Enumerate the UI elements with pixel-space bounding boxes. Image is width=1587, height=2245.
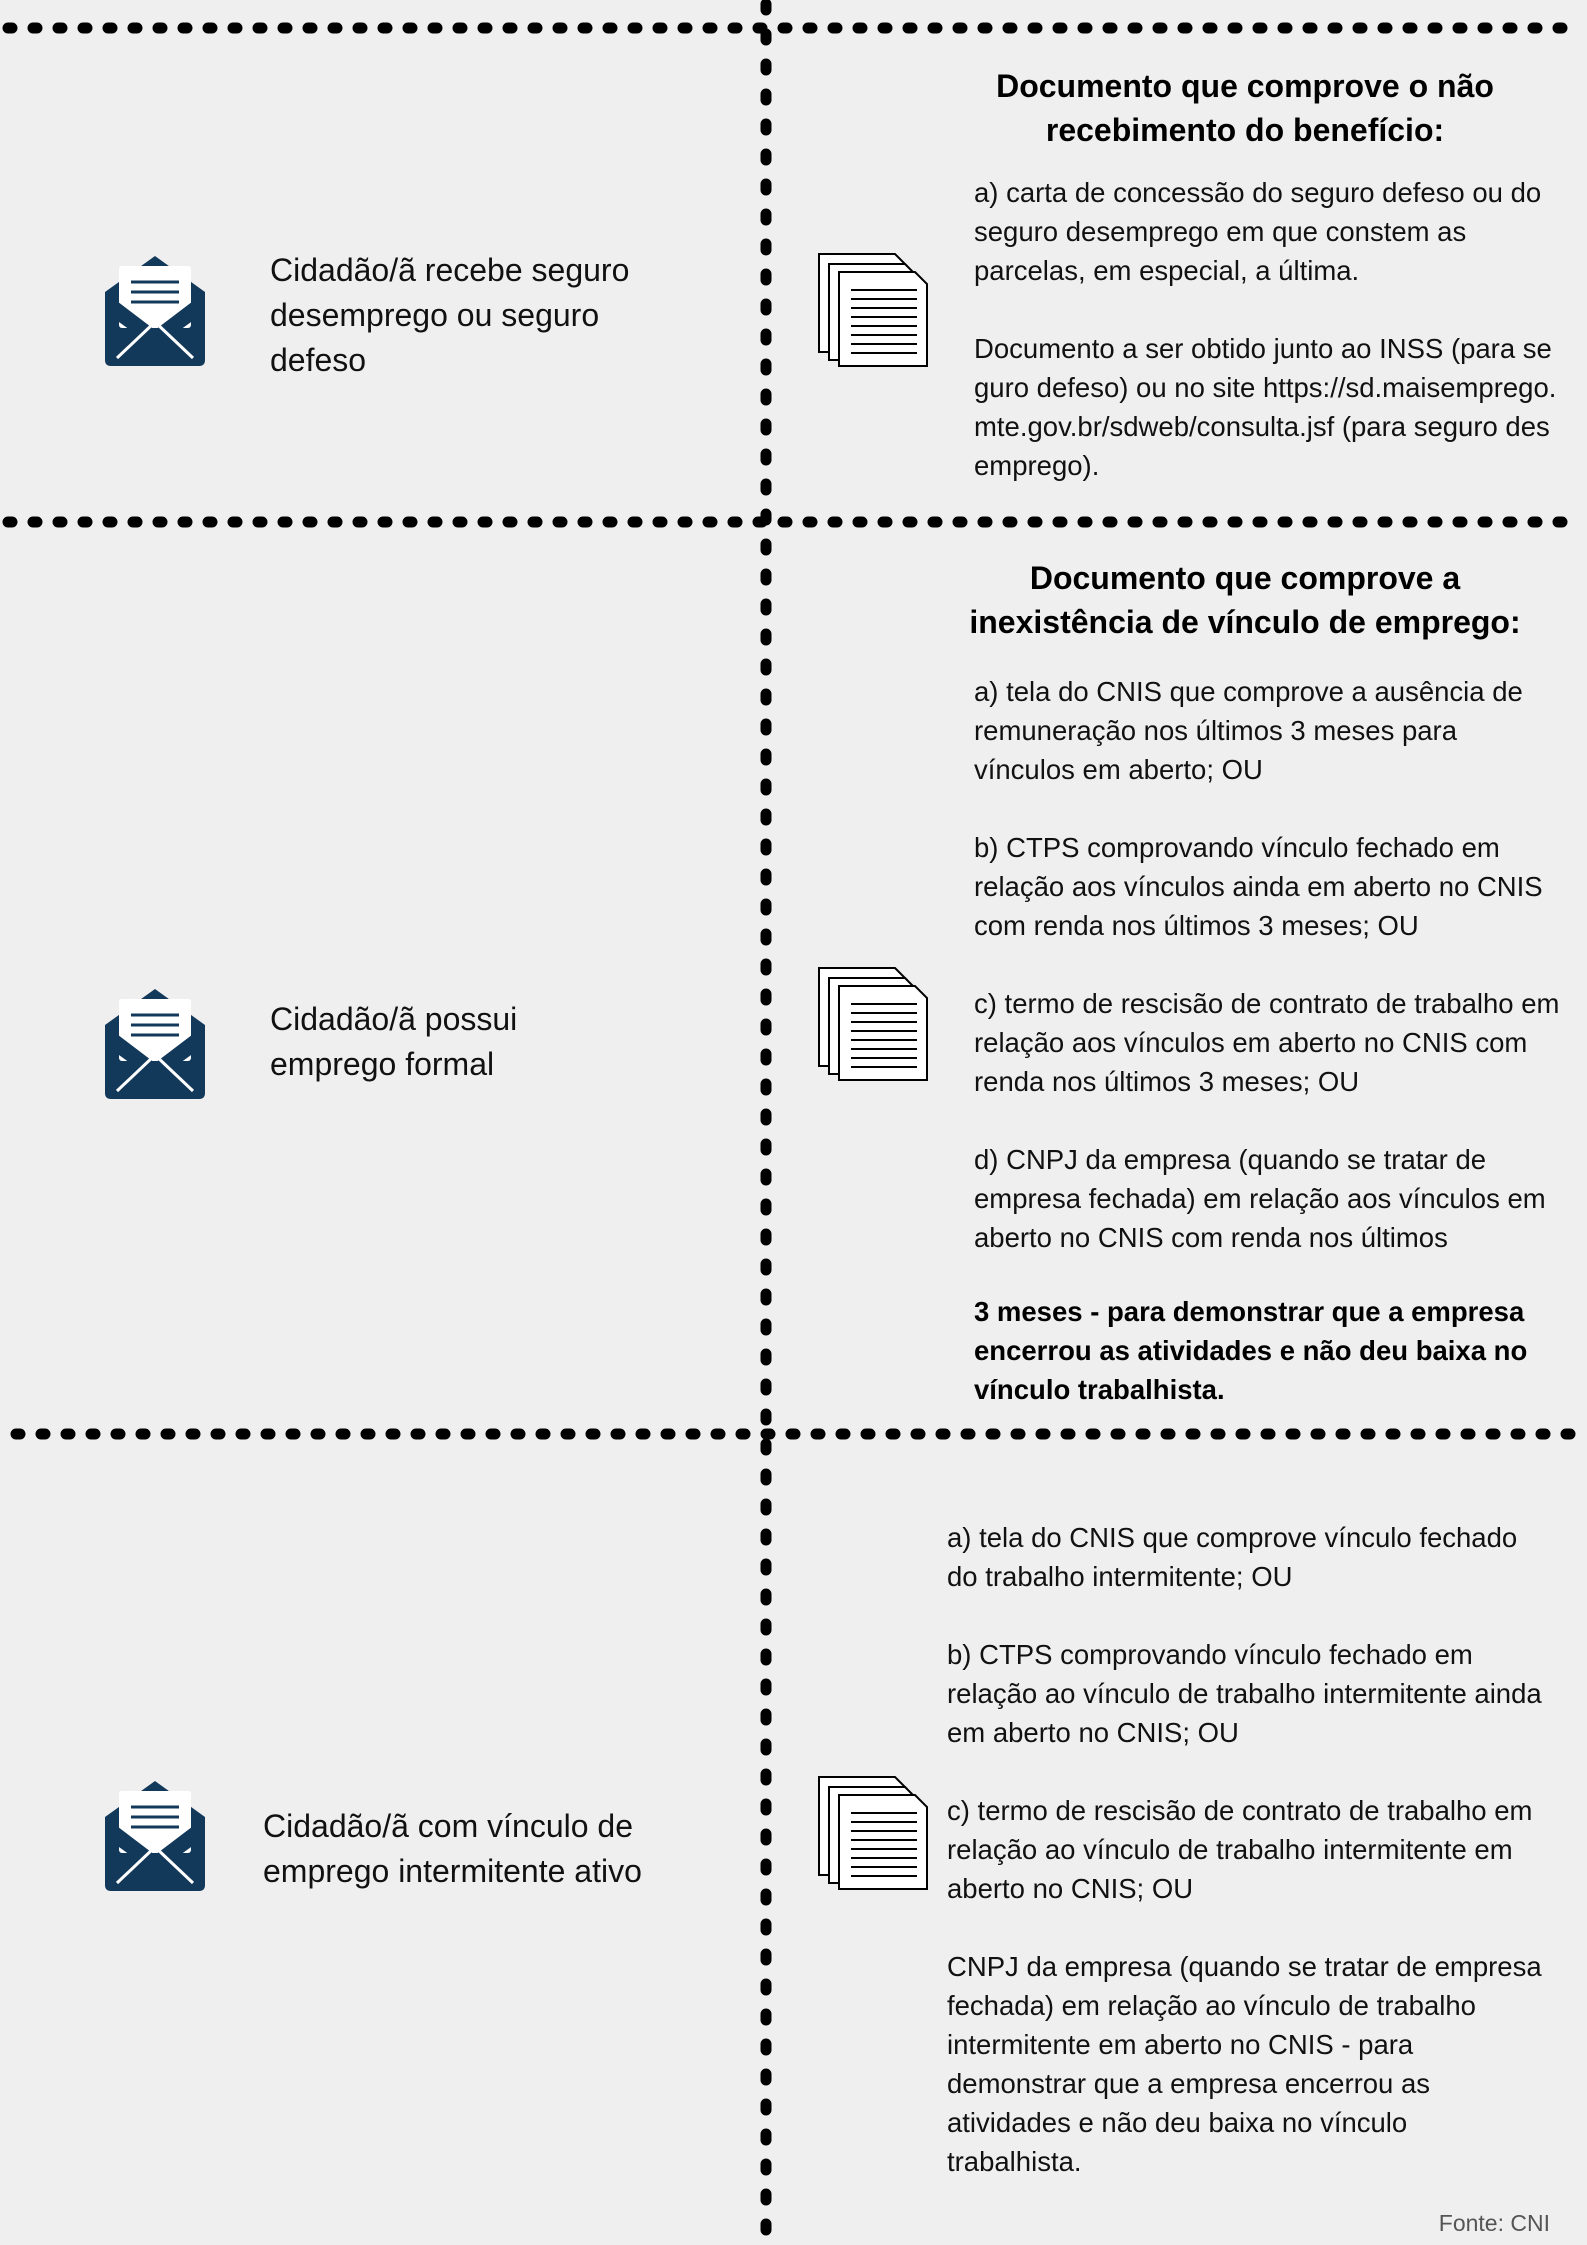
requirement-paragraph: d) CNPJ da empresa (quando se tratar de empresa fechada) em relação aos vínculos em aberto no CNIS com renda nos últimos bbox=[974, 1144, 1546, 1253]
document-stack-icon bbox=[817, 1775, 929, 1891]
requirement-paragraph: Documento a ser obtido junto ao INSS (para seguro defeso) ou no site https://sd.maisemprego.mte.gov.br/sdweb/consulta.jsf (para seguro desemprego). bbox=[974, 333, 1557, 481]
open-envelope-letter-icon bbox=[101, 985, 209, 1101]
document-stack-icon bbox=[817, 252, 929, 368]
document-stack-icon bbox=[817, 966, 929, 1082]
requirement-paragraph: b) CTPS comprovando vínculo fechado em relação aos vínculos ainda em aberto no CNIS com renda nos últimos 3 meses; OU bbox=[974, 832, 1543, 941]
requirement-paragraph: a) carta de concessão do seguro defeso ou do seguro desemprego em que constem as parcelas, em especial, a última. bbox=[974, 177, 1542, 286]
requirement-paragraph: b) CTPS comprovando vínculo fechado em relação ao vínculo de trabalho intermitente ainda em aberto no CNIS; OU bbox=[947, 1639, 1542, 1748]
requirement-paragraph: c) termo de rescisão de contrato de trabalho em relação ao vínculo de trabalho intermitente em aberto no CNIS; OU bbox=[947, 1795, 1533, 1904]
situation-text: Cidadão/ã recebe seguro desemprego ou seguro defeso bbox=[270, 252, 630, 378]
open-envelope-letter-icon bbox=[101, 252, 209, 368]
requirement-paragraph: c) termo de rescisão de contrato de trabalho em relação aos vínculos em aberto no CNIS com renda nos últimos 3 meses; OU bbox=[974, 988, 1560, 1097]
situation-text: Cidadão/ã possui emprego formal bbox=[270, 1001, 518, 1082]
requirement-paragraph: a) tela do CNIS que comprove a ausência de remuneração nos últimos 3 meses para vínculos em aberto; OU bbox=[974, 676, 1523, 785]
requirement-heading: Documento que comprove a inexistência de vínculo de emprego: bbox=[969, 560, 1521, 640]
open-envelope-letter-icon bbox=[101, 1777, 209, 1893]
requirement-heading: Documento que comprove o não recebimento do benefício: bbox=[996, 68, 1494, 148]
requirement-paragraph: a) tela do CNIS que comprove vínculo fechado do trabalho intermitente; OU bbox=[947, 1522, 1518, 1592]
requirement-paragraph-bold: 3 meses - para demonstrar que a empresa encerrou as atividades e não deu baixa no vínculo trabalhista. bbox=[974, 1296, 1528, 1405]
situation-text: Cidadão/ã com vínculo de emprego intermitente ativo bbox=[263, 1808, 642, 1889]
source-note: Fonte: CNI bbox=[1438, 2210, 1550, 2236]
requirement-paragraph: CNPJ da empresa (quando se tratar de empresa fechada) em relação ao vínculo de trabalho intermitente em aberto no CNIS - para demonstrar que a empresa encerrou as atividades e não deu baixa no vínculo trabalhista. bbox=[947, 1951, 1542, 2177]
